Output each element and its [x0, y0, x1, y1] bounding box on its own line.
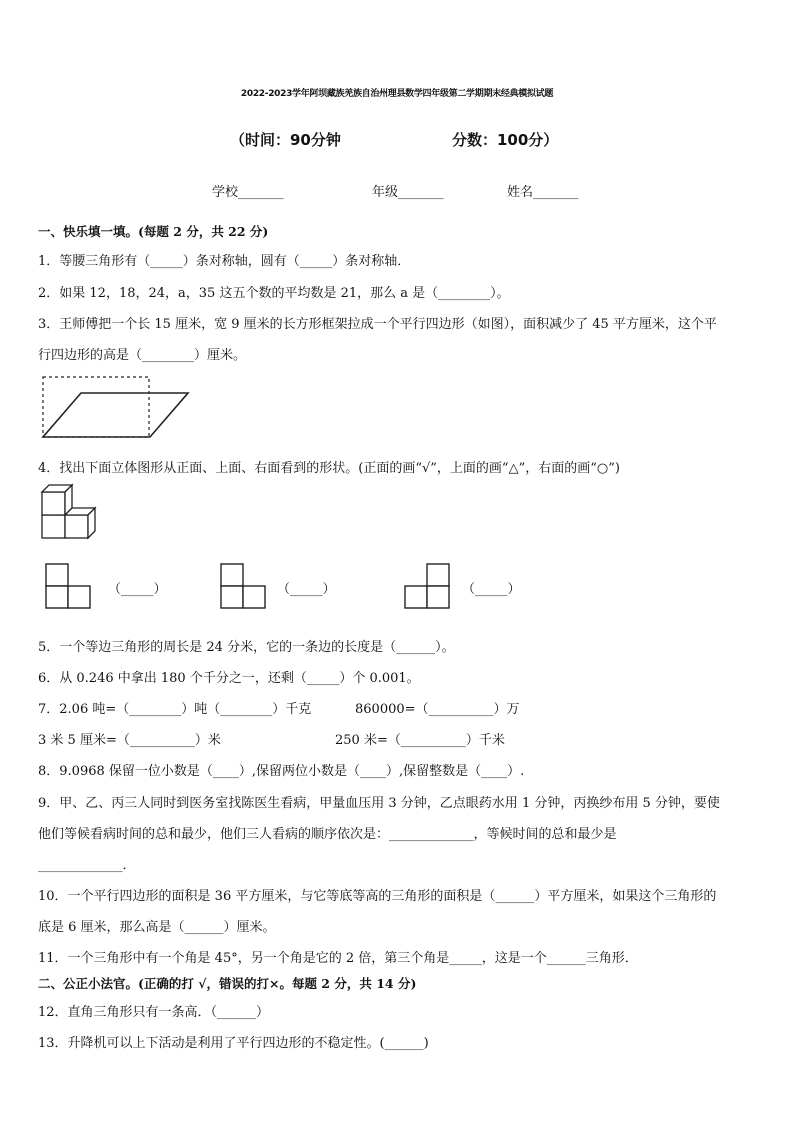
view-1-blank[interactable]: （_____） — [108, 582, 167, 597]
section-heading-1: 一、快乐填一填。(每题 2 分，共 22 分) — [38, 224, 269, 239]
school-field: 学校_______ — [212, 185, 284, 200]
name-field: 姓名_______ — [507, 185, 579, 200]
question-7-part-c: 3 米 5 厘米=（__________）米 — [38, 733, 221, 748]
question-1: 1．等腰三角形有（_____）条对称轴，圆有（_____）条对称轴． — [38, 254, 411, 269]
question-8: 8．9.0968 保留一位小数是（____）,保留两位小数是（____）,保留整数是（____）. — [38, 764, 525, 779]
view-shape-2 — [220, 563, 268, 611]
score-label: 分数：100分） — [452, 131, 559, 149]
question-13: 13．升降机可以上下活动是利用了平行四边形的不稳定性。(______) — [38, 1036, 429, 1051]
question-3-line-2: 行四边形的高是（________）厘米。 — [38, 348, 247, 363]
question-4: 4．找出下面立体图形从正面、上面、右面看到的形状。(正面的画“√”，上面的画“△”，右面的画“○”) — [38, 461, 620, 476]
time-label: （时间：90分钟 — [230, 131, 341, 149]
question-12: 12．直角三角形只有一条高．（______） — [38, 1005, 270, 1020]
question-3-line-1: 3．王师傅把一个长 15 厘米，宽 9 厘米的长方形框架拉成一个平行四边形（如图），面积减少了 45 平方厘米，这个平 — [38, 317, 717, 332]
question-7-part-d: 250 米=（__________）千米 — [335, 733, 505, 748]
question-2: 2．如果 12，18，24，a，35 这五个数的平均数是 21，那么 a 是（________）。 — [38, 286, 510, 301]
question-10-line-2: 底是 6 厘米，那么高是（______）厘米。 — [38, 920, 276, 935]
question-5: 5．一个等边三角形的周长是 24 分米，它的一条边的长度是（______）。 — [38, 640, 455, 655]
grade-field: 年级_______ — [372, 185, 444, 200]
question-11: 11．一个三角形中有一个角是 45°，另一个角是它的 2 倍，第三个角是_____，这是一个______三角形． — [38, 951, 638, 966]
view-shape-1 — [45, 563, 93, 611]
question-7-part-b: 860000=（__________）万 — [355, 702, 520, 717]
view-shape-3 — [403, 563, 451, 611]
page-title: 2022-2023学年阿坝藏族羌族自治州理县数学四年级第二学期期末经典模拟试题 — [240, 89, 554, 99]
section-heading-2: 二、公正小法官。(正确的打 √，错误的打×。每题 2 分，共 14 分) — [38, 976, 417, 991]
question-9-line-1: 9．甲、乙、丙三人同时到医务室找陈医生看病，甲量血压用 3 分钟，乙点眼药水用 1 分钟，丙换纱布用 5 分钟，要使 — [38, 796, 720, 811]
question-6: 6．从 0.246 中拿出 180 个千分之一，还剩（_____）个 0.001。 — [38, 671, 420, 686]
question-7-part-a: 7．2.06 吨=（________）吨（________）千克 — [38, 702, 312, 717]
view-3-blank[interactable]: （_____） — [462, 582, 521, 597]
question-9-line-3: _____________． — [38, 858, 136, 873]
question-10-line-1: 10．一个平行四边形的面积是 36 平方厘米，与它等底等高的三角形的面积是（______）平方厘米，如果这个三角形的 — [38, 889, 717, 904]
cube-solid-figure — [40, 483, 102, 541]
question-9-line-2: 他们等候看病时间的总和最少，他们三人看病的顺序依次是：_____________，等候时间的总和最少是 — [38, 827, 617, 842]
parallelogram-figure — [40, 375, 192, 440]
view-2-blank[interactable]: （_____） — [277, 582, 336, 597]
